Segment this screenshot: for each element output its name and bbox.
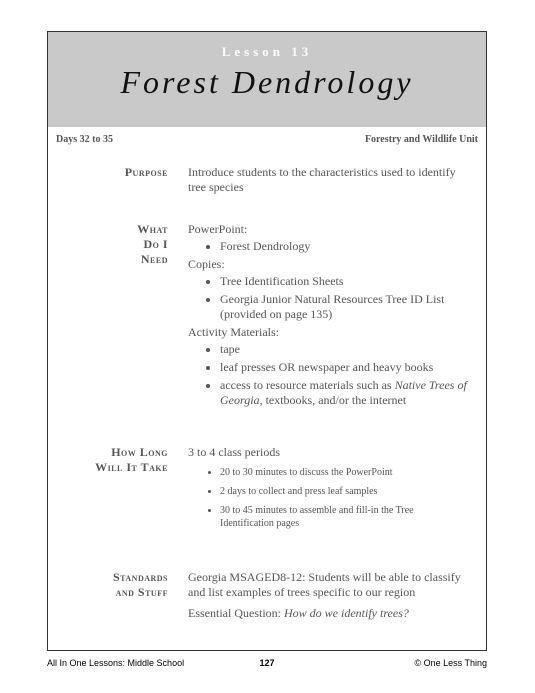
howlong-text: 3 to 4 class periods [188,445,280,459]
list-item: • 2 days to collect and press leaf samples [220,485,468,498]
standards-label-line-2: and Stuff [115,585,168,599]
need-label-line-2: Do I [143,237,168,251]
list-item: • Tree Identification Sheets [220,274,468,289]
lesson-number: Lesson 13 [221,44,313,59]
eq-prefix: Essential Question: [188,606,284,620]
materials-last-prefix: access to resource materials such as [220,378,395,392]
list-item: • 30 to 45 minutes to assemble and fill-in the Tree Identification pages [220,504,468,530]
list-item: • tape [220,342,468,357]
purpose-text: Introduce students to the characteristics used to identify tree species [188,165,456,194]
list-item: • 20 to 30 minutes to discuss the PowerPoint [220,466,468,479]
page-number: 127 [259,658,275,668]
days-range: Days 32 to 35 [56,134,113,145]
lesson-frame [47,31,487,651]
standards-text: Georgia MSAGED8-12: Students will be able to classify and list examples of trees specific to our region [188,570,461,599]
eq-question: How do we identify trees? [284,606,409,620]
essential-question [188,606,468,621]
unit-name: Forestry and Wildlife Unit [364,134,478,145]
purpose-label: Purpose [124,165,168,179]
list-item: • Forest Dendrology [220,239,468,254]
need-label [48,222,168,267]
book-title: Native Trees of Georgia [220,378,467,407]
list-item: • Georgia Junior Natural Resources Tree ID List (provided on page 135) [220,292,468,322]
howlong-content [188,445,468,536]
meta-row [56,134,478,150]
howlong-label-line-1: How Long [111,445,168,459]
copies-list [188,274,468,322]
purpose-content [188,165,468,195]
page-footer [47,658,487,672]
materials-heading: Activity Materials: [188,325,279,339]
howlong-label [48,445,168,475]
howlong-list [188,466,468,530]
list-item [220,378,468,408]
howlong-label-line-2: Will It Take [95,460,168,474]
materials-last-suffix: , textbooks, and/or the internet [259,393,407,407]
footer-book-title: All In One Lessons: Middle School [47,658,185,668]
need-label-line-3: Need [140,252,168,266]
standards-content [188,570,468,621]
list-item: • leaf presses OR newspaper and heavy books [220,360,468,375]
need-content [188,222,468,411]
footer-copyright: © One Less Thing [414,658,487,668]
standards-label-line-1: Standards [112,570,168,584]
materials-list [188,342,468,408]
powerpoint-heading: PowerPoint: [188,222,248,236]
lesson-title: Forest Dendrology [120,64,414,100]
title-banner [48,32,486,127]
powerpoint-list [188,239,468,254]
need-label-line-1: What [137,222,168,236]
standards-label [48,570,168,600]
copies-heading: Copies: [188,257,225,271]
